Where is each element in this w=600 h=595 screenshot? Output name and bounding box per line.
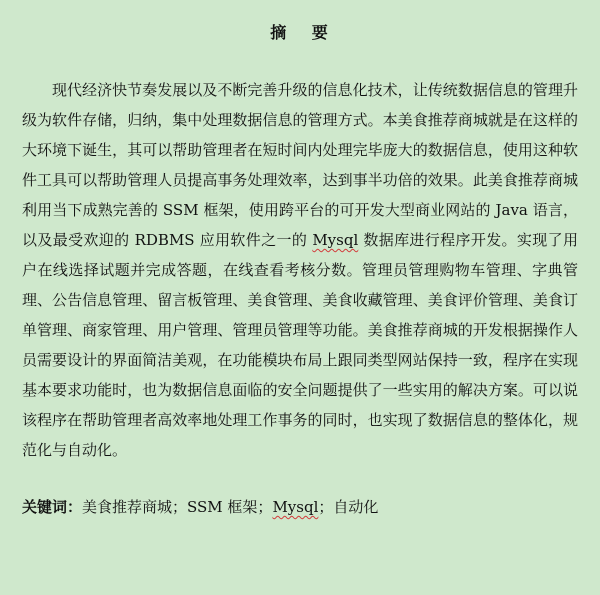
page-title: 摘 要 [270,23,338,42]
keywords-mysql-term: Mysql [272,498,319,516]
keywords-part-1: 美食推荐商城；SSM 框架； [82,498,273,516]
abstract-text-part-2: 数据库进行程序开发。实现了用户在线选择试题并完成答题，在线查看考核分数。管理员管理购物车管理、字典管理、公告信息管理、留言板管理、美食管理、美食收藏管理、美食评价管理、美食订单管理、商家管理、用户管理、管理员管理等功能。美食推荐商城的开发根据操作人员需要设计的界面简洁美观，在功能模块布局上跟同类型网站保持一致，程序在实现基本要求功能时，也为数据信息面临的安全问题提供了一些实用的解决方案。可以说该程序在帮助管理者高效率地处理工作事务的同时，也实现了数据信息的整体化，规范化与自动化。 [22,231,578,459]
abstract-mysql-term: Mysql [312,231,359,249]
abstract-text-part-1: 现代经济快节奏发展以及不断完善升级的信息化技术，让传统数据信息的管理升级为软件存储，归纳，集中处理数据信息的管理方式。本美食推荐商城就是在这样的大环境下诞生，其可以帮助管理者在短时间内处理完毕庞大的数据信息，使用这种软件工具可以帮助管理人员提高事务处理效率，达到事半功倍的效果。此美食推荐商城利用当下成熟完善的 SSM 框架，使用跨平台的可开发大型商业网站的 Java 语言，以及最受欢迎的 RDBMS 应用软件之一的 [22,81,578,249]
abstract-paragraph [22,75,578,465]
keywords-line [22,495,578,519]
keywords-part-2: ；自动化 [318,498,379,516]
keywords-label: 关键词： [22,498,83,516]
